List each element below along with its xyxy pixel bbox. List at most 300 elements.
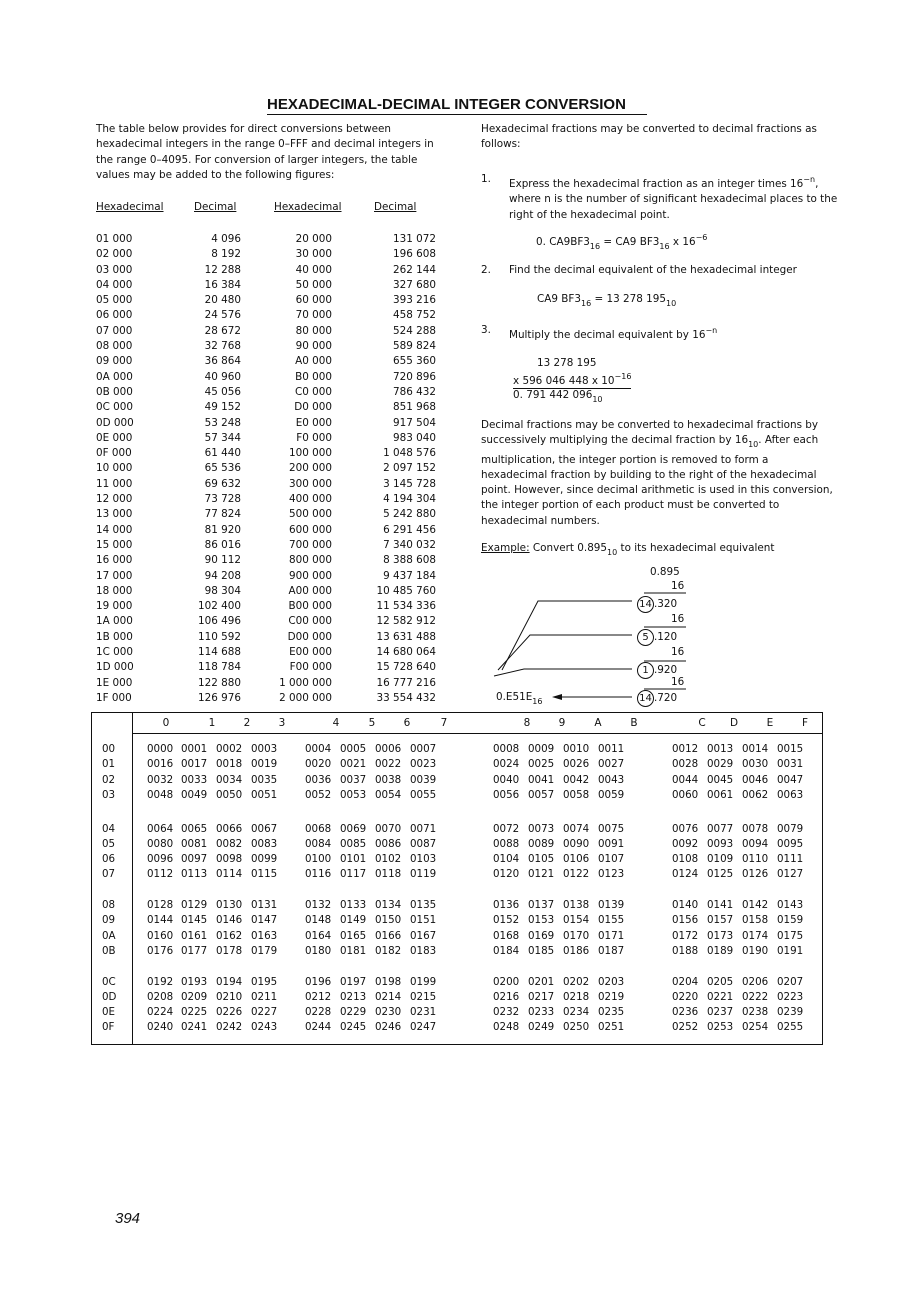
- conversion-cell: 4 096: [211, 233, 241, 245]
- table-cell: 0010: [563, 743, 590, 755]
- conversion-cell: 81 920: [204, 523, 241, 536]
- table-cell: 0141: [707, 899, 734, 911]
- conversion-cell: F0 000: [296, 431, 332, 444]
- conversion-cell: 10 000: [96, 462, 133, 475]
- table-cell: 0254: [742, 1021, 769, 1034]
- table-cell: 0140: [672, 899, 699, 911]
- conversion-cell: 18 000: [96, 584, 133, 597]
- conversion-cell: 720 896: [393, 370, 436, 383]
- table-cell: 0065: [181, 822, 208, 835]
- table-col-header: 0: [162, 717, 170, 729]
- table-column-headers: [132, 713, 822, 734]
- table-row-label: 02: [102, 773, 116, 786]
- table-col-header: 1: [208, 717, 216, 729]
- table-cell: 0050: [216, 788, 243, 801]
- calc-product-1: 14 .320: [637, 596, 677, 613]
- table-col-header: 5: [368, 717, 376, 729]
- table-cell: 0029: [707, 758, 734, 771]
- conversion-cell: 20 480: [204, 294, 241, 307]
- table-cell: 0067: [251, 822, 278, 835]
- table-cell: 0074: [563, 822, 590, 835]
- conversion-cell: 05 000: [96, 294, 133, 307]
- conversion-cell: 1D 000: [96, 661, 134, 674]
- conversion-cell: 60 000: [295, 294, 332, 307]
- table-col-header: 8: [523, 717, 531, 729]
- conversion-cell: 07 000: [96, 324, 133, 337]
- table-row-label: 0D: [102, 990, 117, 1003]
- table-cell: 0243: [251, 1021, 278, 1034]
- table-cell: 0017: [181, 758, 208, 771]
- table-cell: 0255: [777, 1021, 804, 1034]
- table-cell: 0205: [707, 975, 734, 988]
- table-cell: 0178: [216, 944, 243, 957]
- conversion-column-dec-1: [175, 232, 241, 706]
- conversion-cell: 53 248: [204, 416, 241, 429]
- table-cell: 0113: [181, 868, 208, 881]
- table-cell: 0211: [251, 990, 278, 1003]
- table-cell: 0073: [528, 822, 555, 835]
- conversion-cell: 4 194 304: [383, 493, 436, 506]
- table-cell: 0217: [528, 990, 555, 1003]
- table-col-header: 9: [558, 717, 566, 729]
- calc-mult-3: 16: [671, 646, 685, 658]
- table-cell: 0242: [216, 1021, 243, 1034]
- table-cell: 0066: [216, 822, 243, 835]
- table-row-label: 03: [102, 788, 116, 801]
- table-cell: 0055: [410, 788, 437, 801]
- table-cell: 0186: [563, 944, 590, 957]
- table-cell: 0128: [147, 899, 174, 911]
- arrow-line-2: [498, 635, 632, 670]
- table-row-label: 0B: [102, 944, 116, 957]
- conversion-cell: 327 680: [393, 278, 436, 291]
- table-cell: 0021: [340, 758, 367, 771]
- decimal-to-hex-paragraph: Decimal fractions may be converted to hexadecimal fractions by successively multiplying the decimal fraction by $16_{10}$. After each multiplication, the integer portion is removed to form a hexadecimal fraction by building to the right of the hexadecimal point. However, since decimal arithmetic is used in this conversion, the integer portion of each product must be converted to hexadecimal numbers.: [481, 419, 833, 527]
- table-cell: 0105: [528, 853, 555, 866]
- conversion-cell: 118 784: [198, 661, 241, 674]
- table-col-header: A: [594, 717, 602, 729]
- conversion-cell: 16 000: [96, 554, 133, 567]
- table-cell: 0088: [493, 837, 520, 850]
- table-cell: 0054: [375, 788, 402, 801]
- table-cell: 0072: [493, 822, 520, 835]
- table-cell: 0052: [305, 788, 332, 801]
- table-cell: 0053: [340, 788, 367, 801]
- conversion-cell: 393 216: [393, 294, 436, 307]
- table-cell: 0006: [375, 743, 402, 755]
- table-cell: 0143: [777, 899, 804, 911]
- conversion-cell: 0E 000: [96, 431, 133, 444]
- header-hexadecimal-2: Hexadecimal: [274, 201, 342, 213]
- table-cell: 0175: [777, 929, 804, 942]
- table-cell: 0011: [598, 743, 625, 755]
- table-cell: 0174: [742, 929, 769, 942]
- table-cell: 0156: [672, 914, 699, 927]
- table-cell: 0155: [598, 914, 625, 927]
- table-cell: 0147: [251, 914, 278, 927]
- calc-mult-4: 16: [671, 676, 685, 688]
- table-cell: 0172: [672, 929, 699, 942]
- table-cell: 0061: [707, 788, 734, 801]
- table-cell: 0039: [410, 773, 437, 786]
- table-cell: 0160: [147, 929, 174, 942]
- calc-mult-1: 16: [671, 580, 685, 592]
- table-cell: 0183: [410, 944, 437, 957]
- table-col-header: B: [630, 717, 638, 729]
- conversion-column-dec-2: [366, 232, 436, 706]
- table-cell: 0251: [598, 1021, 625, 1034]
- conversion-cell: 90 000: [295, 340, 332, 353]
- table-cell: 0056: [493, 788, 520, 801]
- table-cell: 0162: [216, 929, 243, 942]
- step-2: [481, 263, 841, 279]
- conversion-cell: 8 388 608: [383, 554, 436, 567]
- table-cell: 0223: [777, 990, 804, 1003]
- table-cell: 0002: [216, 743, 243, 755]
- table-cell: 0099: [251, 853, 278, 866]
- conversion-cell: 300 000: [289, 477, 332, 490]
- table-cell: 0146: [216, 914, 243, 927]
- table-cell: 0187: [598, 944, 625, 957]
- table-cell: 0047: [777, 773, 804, 786]
- table-cell: 0227: [251, 1006, 278, 1019]
- table-row-label: 01: [102, 758, 116, 771]
- table-cell: 0152: [493, 914, 520, 927]
- step-2-number: 2.: [481, 264, 491, 276]
- table-cell: 0005: [340, 743, 367, 755]
- table-cell: 0171: [598, 929, 625, 942]
- table-cell: 0253: [707, 1021, 734, 1034]
- conversion-cell: 30 000: [295, 248, 332, 261]
- table-cell: 0133: [340, 899, 367, 911]
- table-cell: 0149: [340, 914, 367, 927]
- conversion-cell: 0F 000: [96, 447, 132, 460]
- table-cell: 0184: [493, 944, 520, 957]
- conversion-cell: 04 000: [96, 278, 133, 291]
- conversion-cell: 28 672: [204, 324, 241, 337]
- table-cell: 0116: [305, 868, 332, 881]
- table-cell: 0154: [563, 914, 590, 927]
- conversion-cell: 11 000: [96, 477, 133, 490]
- conversion-cell: 32 768: [204, 340, 241, 353]
- table-cell: 0220: [672, 990, 699, 1003]
- table-cell: 0245: [340, 1021, 367, 1034]
- conversion-cell: 20 000: [295, 233, 332, 245]
- formula-2: CA9 $BF3_{16} = 13$ 278 $195_{10}$: [537, 293, 677, 308]
- conversion-cell: B0 000: [295, 370, 332, 383]
- table-cell: 0000: [147, 743, 174, 755]
- table-cell: 0082: [216, 837, 243, 850]
- table-cell: 0070: [375, 822, 402, 835]
- table-cell: 0150: [375, 914, 402, 927]
- table-cell: 0079: [777, 822, 804, 835]
- step-3: [481, 323, 841, 339]
- conversion-cell: 36 864: [204, 355, 241, 368]
- table-cell: 0059: [598, 788, 625, 801]
- table-cell: 0101: [340, 853, 367, 866]
- table-cell: 0208: [147, 990, 174, 1003]
- table-cell: 0169: [528, 929, 555, 942]
- step-3-number: 3.: [481, 324, 491, 336]
- table-cell: 0118: [375, 868, 402, 881]
- table-cell: 0167: [410, 929, 437, 942]
- table-cell: 0110: [742, 853, 769, 866]
- table-cell: 0060: [672, 788, 699, 801]
- table-cell: 0107: [598, 853, 625, 866]
- right-intro-paragraph: Hexadecimal fractions may be converted to decimal fractions as follows:: [481, 123, 817, 151]
- table-cell: 0069: [340, 822, 367, 835]
- table-col-header: 2: [243, 717, 251, 729]
- table-cell: 0123: [598, 868, 625, 881]
- table-cell: 0206: [742, 975, 769, 988]
- table-cell: 0158: [742, 914, 769, 927]
- conversion-cell: 50 000: [295, 278, 332, 291]
- mult-line-2: x 596 046 448 x $10^{-16}$: [513, 372, 632, 387]
- conversion-cell: 02 000: [96, 248, 133, 261]
- conversion-cell: 900 000: [289, 569, 332, 582]
- table-cell: 0098: [216, 853, 243, 866]
- table-cell: 0100: [305, 853, 332, 866]
- table-cell: 0202: [563, 975, 590, 988]
- table-col-header: 6: [403, 717, 411, 729]
- conversion-cell: 200 000: [289, 462, 332, 475]
- conversion-cell: 40 000: [295, 263, 332, 276]
- table-cell: 0134: [375, 899, 402, 911]
- table-cell: 0197: [340, 975, 367, 988]
- table-cell: 0161: [181, 929, 208, 942]
- conversion-cell: 500 000: [289, 508, 332, 521]
- arrow-line-3: [494, 669, 632, 676]
- conversion-cell: 6 291 456: [383, 523, 436, 536]
- conversion-cell: 9 437 184: [383, 569, 436, 582]
- table-cell: 0102: [375, 853, 402, 866]
- conversion-cell: 983 040: [393, 431, 436, 444]
- conversion-cell: 1 000 000: [279, 676, 332, 689]
- conversion-cell: 77 824: [204, 508, 241, 521]
- conversion-cell: B00 000: [288, 600, 332, 613]
- table-cell: 0234: [563, 1006, 590, 1019]
- table-cell: 0126: [742, 868, 769, 881]
- step-3-text: Multiply the decimal equivalent by $16^{-n}$: [509, 326, 718, 341]
- calc-product-4: 14 .720: [637, 690, 677, 707]
- conversion-cell: 400 000: [289, 493, 332, 506]
- table-cell: 0081: [181, 837, 208, 850]
- table-cell: 0030: [742, 758, 769, 771]
- table-row-label: 0F: [102, 1021, 115, 1034]
- table-cell: 0032: [147, 773, 174, 786]
- table-cell: 0003: [251, 743, 278, 755]
- step-1-number: 1.: [481, 173, 491, 185]
- table-cell: 0233: [528, 1006, 555, 1019]
- conversion-cell: 7 340 032: [383, 538, 436, 551]
- conversion-cell: A00 000: [288, 584, 332, 597]
- table-cell: 0022: [375, 758, 402, 771]
- conversion-cell: 800 000: [289, 554, 332, 567]
- table-cell: 0031: [777, 758, 804, 771]
- conversion-cell: 12 288: [204, 263, 241, 276]
- table-cell: 0044: [672, 773, 699, 786]
- table-cell: 0091: [598, 837, 625, 850]
- table-cell: 0137: [528, 899, 555, 911]
- table-cell: 0214: [375, 990, 402, 1003]
- conversion-cell: 90 112: [204, 554, 241, 567]
- table-cell: 0232: [493, 1006, 520, 1019]
- conversion-cell: 5 242 880: [383, 508, 436, 521]
- table-cell: 0124: [672, 868, 699, 881]
- table-cell: 0239: [777, 1006, 804, 1019]
- conversion-cell: 600 000: [289, 523, 332, 536]
- conversion-cell: 70 000: [295, 309, 332, 322]
- table-cell: 0117: [340, 868, 367, 881]
- table-cell: 0075: [598, 822, 625, 835]
- table-cell: 0248: [493, 1021, 520, 1034]
- conversion-cell: 40 960: [204, 370, 241, 383]
- conversion-cell: 33 554 432: [376, 691, 436, 704]
- conversion-column-hex-1: [96, 232, 166, 706]
- table-cell: 0033: [181, 773, 208, 786]
- table-cell: 0026: [563, 758, 590, 771]
- conversion-cell: 14 680 064: [376, 646, 436, 659]
- table-cell: 0013: [707, 743, 734, 755]
- table-cell: 0096: [147, 853, 174, 866]
- conversion-cell: E0 000: [295, 416, 332, 429]
- table-cell: 0008: [493, 743, 520, 755]
- table-cell: 0121: [528, 868, 555, 881]
- table-cell: 0007: [410, 743, 437, 755]
- conversion-cell: C0 000: [294, 385, 332, 398]
- conversion-cell: 12 000: [96, 493, 133, 506]
- table-cell: 0188: [672, 944, 699, 957]
- table-cell: 0181: [340, 944, 367, 957]
- conversion-cell: 1B 000: [96, 630, 133, 643]
- conversion-cell: 49 152: [204, 401, 241, 414]
- conversion-cell: 03 000: [96, 263, 133, 276]
- table-cell: 0199: [410, 975, 437, 988]
- table-cell: 0122: [563, 868, 590, 881]
- table-cell: 0198: [375, 975, 402, 988]
- calc-product-3: 1 .920: [637, 662, 677, 679]
- table-cell: 0112: [147, 868, 174, 881]
- table-row-label: 0C: [102, 975, 116, 988]
- conversion-cell: 73 728: [204, 493, 241, 506]
- table-cell: 0196: [305, 975, 332, 988]
- table-cell: 0095: [777, 837, 804, 850]
- table-cell: 0247: [410, 1021, 437, 1034]
- table-cell: 0114: [216, 868, 243, 881]
- conversion-cell: 11 534 336: [376, 600, 436, 613]
- table-col-header: 7: [440, 717, 448, 729]
- table-cell: 0103: [410, 853, 437, 866]
- conversion-cell: 917 504: [393, 416, 436, 429]
- calc-result: $0.E51E_{16}$: [496, 691, 543, 706]
- table-cell: 0237: [707, 1006, 734, 1019]
- table-cell: 0057: [528, 788, 555, 801]
- table-cell: 0004: [305, 743, 332, 755]
- table-cell: 0191: [777, 944, 804, 957]
- table-cell: 0252: [672, 1021, 699, 1034]
- table-cell: 0018: [216, 758, 243, 771]
- table-cell: 0115: [251, 868, 278, 881]
- table-cell: 0108: [672, 853, 699, 866]
- table-cell: 0240: [147, 1021, 174, 1034]
- table-row-label: 08: [102, 899, 116, 911]
- step-1-text: Express the hexadecimal fraction as an integer times $16^{-n}$, where n is the number of significant hexadecimal places to the right of the hexadecimal point.: [509, 175, 838, 221]
- table-cell: 0104: [493, 853, 520, 866]
- table-cell: 0215: [410, 990, 437, 1003]
- table-col-header: C: [698, 717, 706, 729]
- table-cell: 0045: [707, 773, 734, 786]
- conversion-table: [91, 712, 823, 1045]
- conversion-cell: 98 304: [204, 584, 241, 597]
- conversion-cell: 65 536: [204, 462, 241, 475]
- table-row-label: 06: [102, 853, 116, 866]
- table-cell: 0225: [181, 1006, 208, 1019]
- conversion-cell: 110 592: [198, 630, 241, 643]
- page-title: HEXADECIMAL-DECIMAL INTEGER CONVERSION: [267, 96, 647, 115]
- table-col-header: F: [801, 717, 809, 729]
- table-cell: 0148: [305, 914, 332, 927]
- table-cell: 0151: [410, 914, 437, 927]
- conversion-cell: 45 056: [204, 385, 241, 398]
- table-cell: 0080: [147, 837, 174, 850]
- header-decimal-1: Decimal: [194, 201, 237, 213]
- table-cell: 0179: [251, 944, 278, 957]
- conversion-cell: 700 000: [289, 538, 332, 551]
- table-cell: 0139: [598, 899, 625, 911]
- calc-product-2: 5 .120: [637, 629, 677, 646]
- table-cell: 0051: [251, 788, 278, 801]
- table-cell: 0229: [340, 1006, 367, 1019]
- table-cell: 0195: [251, 975, 278, 988]
- table-cell: 0024: [493, 758, 520, 771]
- header-decimal-2: Decimal: [374, 201, 417, 213]
- mult-line-1: 13 278 195: [537, 357, 597, 369]
- intro-paragraph: The table below provides for direct conversions between hexadecimal integers in the range 0–FFF and decimal integers in the range 0–4095. For conversion of larger integers, the table values may be added to the following figures:: [96, 123, 434, 181]
- table-cell: 0153: [528, 914, 555, 927]
- table-cell: 0083: [251, 837, 278, 850]
- table-cell: 0236: [672, 1006, 699, 1019]
- table-row-label: 04: [102, 822, 116, 835]
- table-cell: 0094: [742, 837, 769, 850]
- table-cell: 0182: [375, 944, 402, 957]
- conversion-cell: 80 000: [295, 324, 332, 337]
- conversion-cell: 14 000: [96, 523, 133, 536]
- table-cell: 0136: [493, 899, 520, 911]
- conversion-cell: 01 000: [96, 233, 133, 245]
- table-cell: 0249: [528, 1021, 555, 1034]
- table-cell: 0076: [672, 822, 699, 835]
- table-cell: 0048: [147, 788, 174, 801]
- table-cell: 0064: [147, 822, 174, 835]
- example-line: Example: Convert $0.895_{10}$ to its hexadecimal equivalent: [481, 542, 775, 557]
- table-cell: 0090: [563, 837, 590, 850]
- conversion-cell: C00 000: [288, 615, 332, 628]
- conversion-cell: 61 440: [204, 447, 241, 460]
- table-cell: 0246: [375, 1021, 402, 1034]
- table-cell: 0015: [777, 743, 804, 755]
- conversion-cell: 0A 000: [96, 370, 133, 383]
- table-cell: 0216: [493, 990, 520, 1003]
- conversion-cell: 06 000: [96, 309, 133, 322]
- conversion-cell: 13 000: [96, 508, 133, 521]
- conversion-cell: 17 000: [96, 569, 133, 582]
- table-cell: 0200: [493, 975, 520, 988]
- table-cell: 0012: [672, 743, 699, 755]
- table-cell: 0212: [305, 990, 332, 1003]
- conversion-cell: D0 000: [294, 401, 332, 414]
- conversion-cell: 10 485 760: [376, 584, 436, 597]
- table-cell: 0163: [251, 929, 278, 942]
